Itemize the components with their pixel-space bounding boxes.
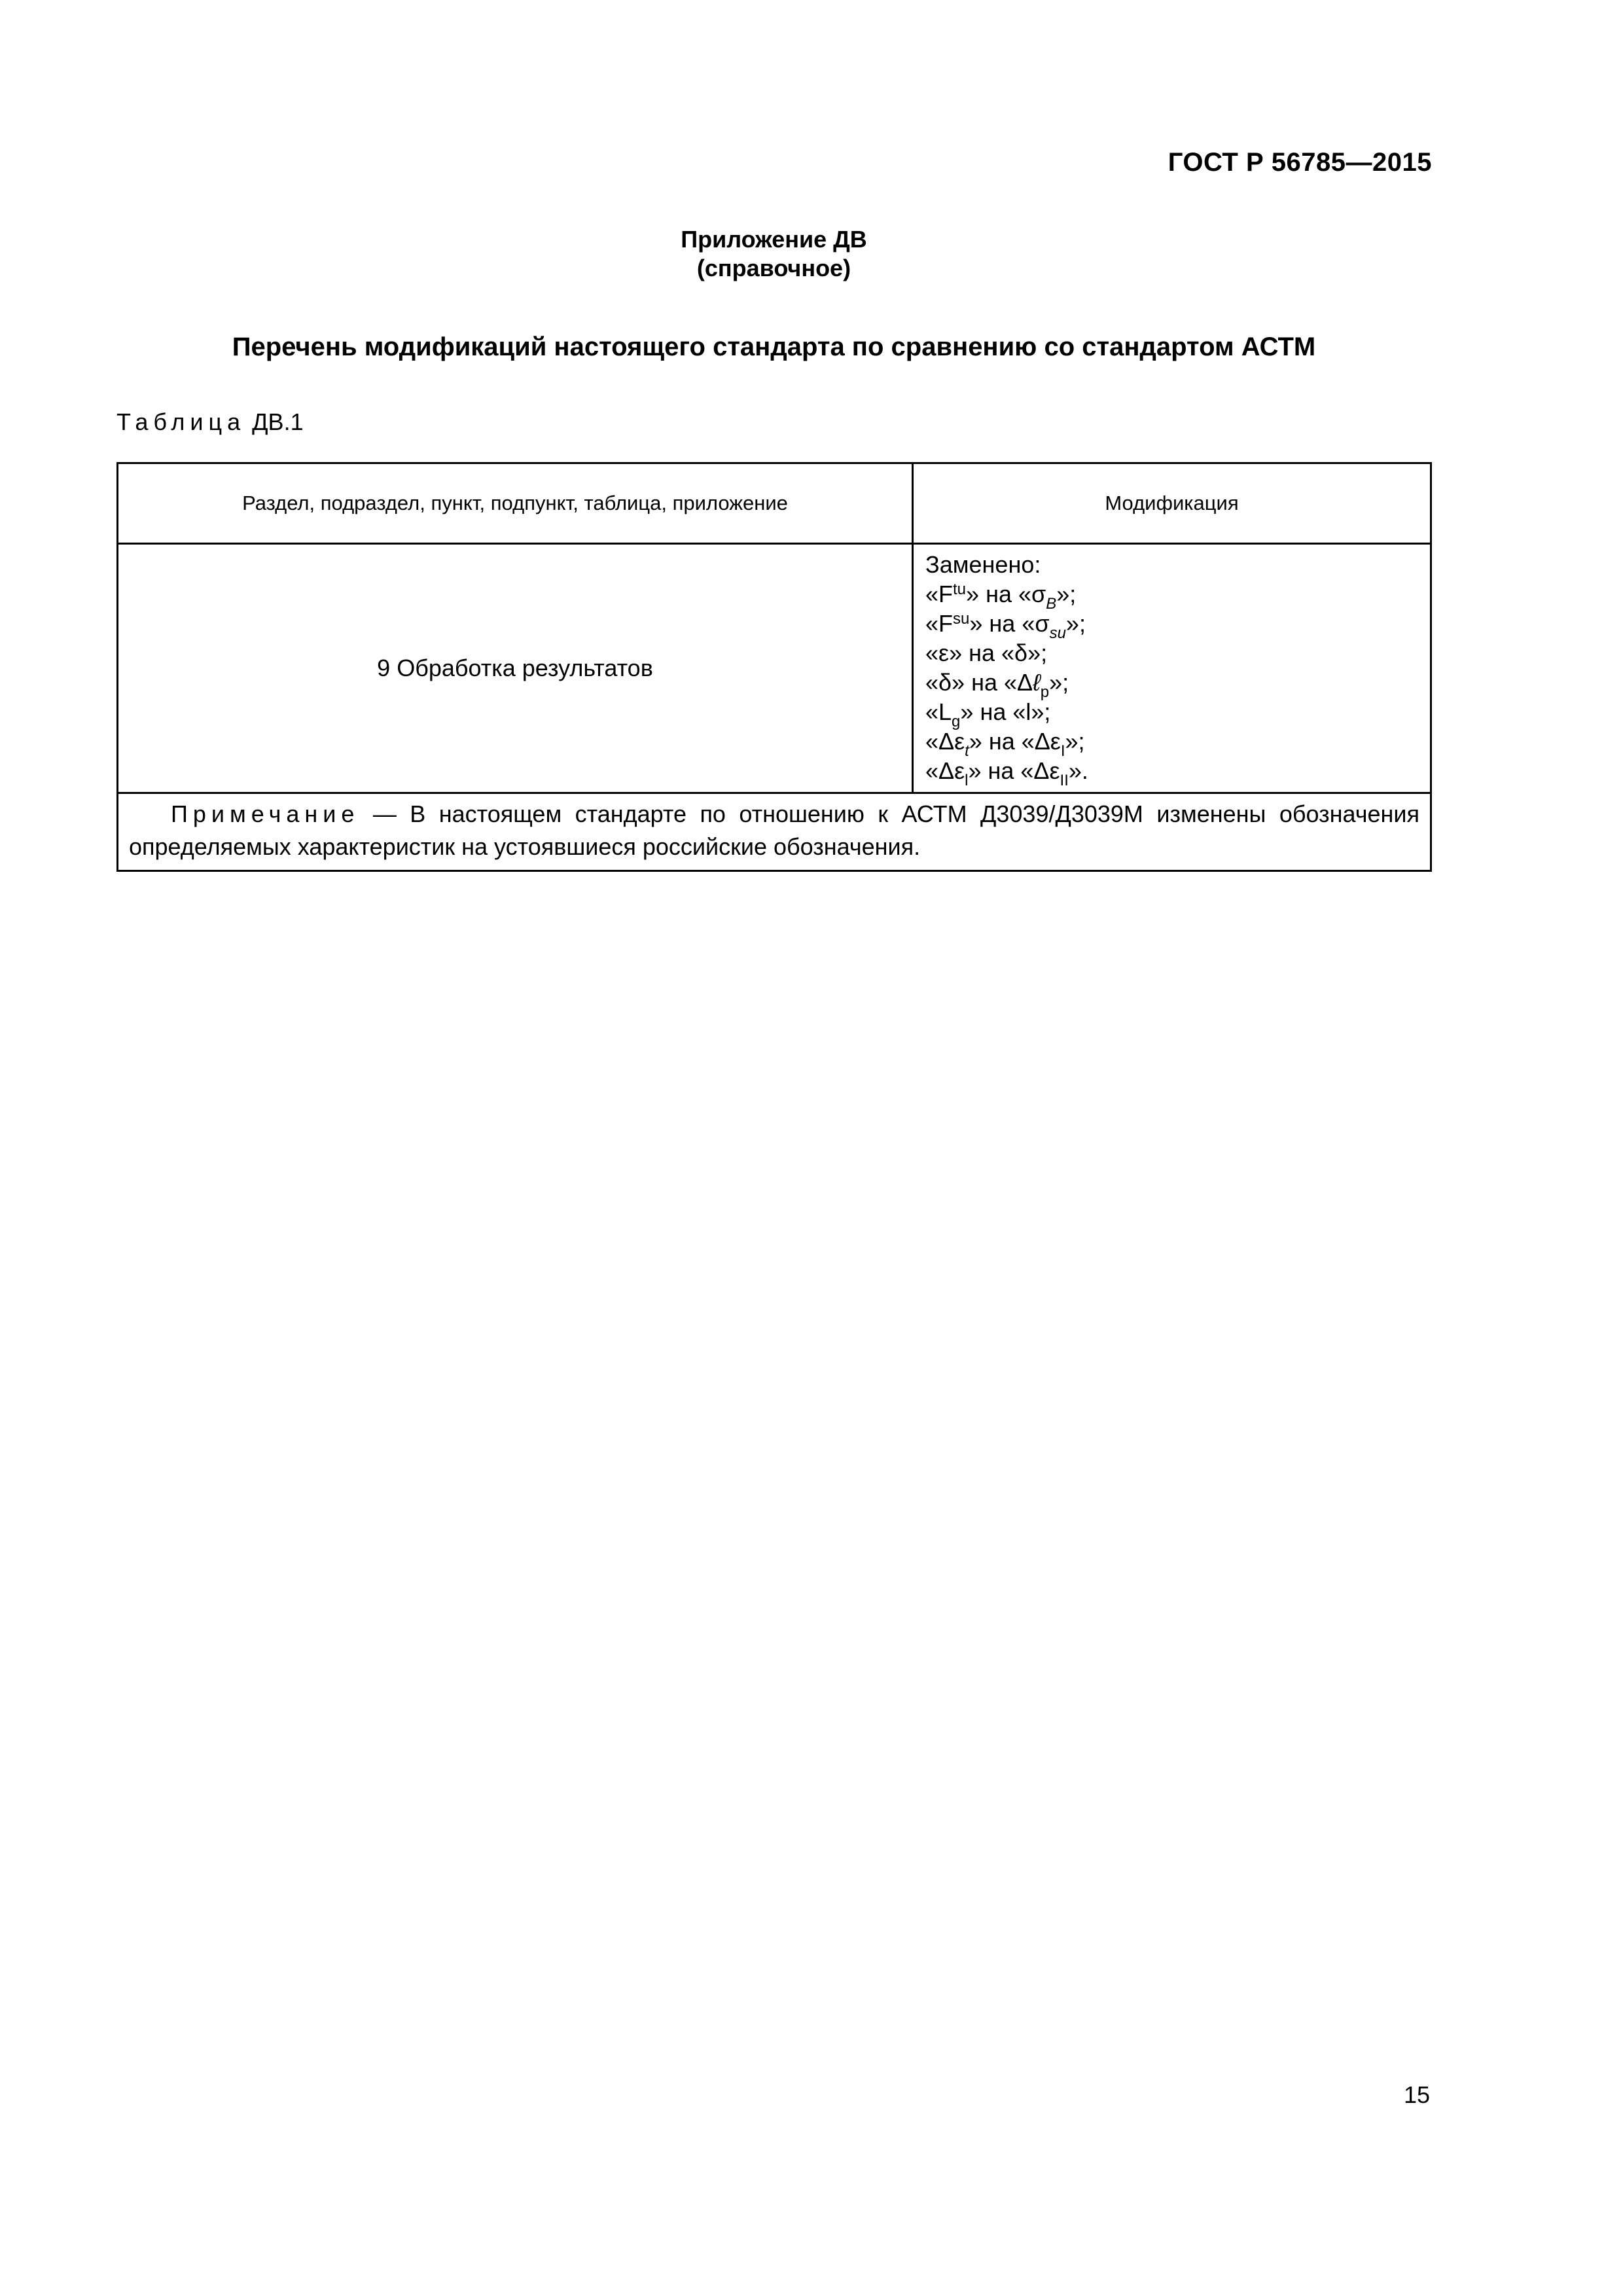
- change-line-3: «ε» на «δ»;: [925, 639, 1048, 666]
- changes-intro: Заменено:: [925, 551, 1041, 578]
- note-text: — В настоящем стандарте по отношению к АСТМ Д3039/Д3039М изменены обозначения определяемых характеристик на устоявшиеся российские обозначения.: [129, 800, 1419, 860]
- document-title: Перечень модификаций настоящего стандарта по сравнению со стандартом АСТМ: [232, 332, 1316, 361]
- table-note: [118, 793, 1431, 871]
- appendix-title: Приложение ДВ: [681, 226, 867, 253]
- header-modification: Модификация: [913, 463, 1431, 544]
- appendix-subtitle: (справочное): [696, 255, 851, 281]
- change-line-6: «$\Delta\varepsilon_t$» на «$\Delta\varepsilon_I$»;: [925, 728, 1085, 760]
- change-line-2: «$F^{su}$» на «$\sigma_{su}$»;: [925, 610, 1086, 642]
- change-line-5: «$L_g$» на «l»;: [925, 698, 1051, 730]
- modification-cell: [913, 544, 1431, 793]
- table-caption-label: Таблица: [116, 408, 246, 435]
- header-section: Раздел, подраздел, пункт, подпункт, таблица, приложение: [118, 463, 913, 544]
- table-caption-number: ДВ.1: [252, 408, 304, 435]
- appendix-heading: [0, 225, 1548, 283]
- change-line-1: «$F^{tu}$» на «$\sigma_B$»;: [925, 581, 1077, 613]
- section-cell: 9 Обработка результатов: [118, 544, 913, 793]
- table-row: [118, 544, 1431, 793]
- note-label: Примечание: [171, 800, 360, 827]
- modifications-table: [116, 462, 1432, 872]
- change-line-7: «$\Delta\varepsilon_l$» на «$\Delta\varepsilon_{II}$».: [925, 757, 1088, 789]
- page-number: 15: [1403, 2081, 1430, 2108]
- change-line-4: «δ» на «Δℓ$_p$»;: [925, 669, 1069, 701]
- table-caption: [116, 408, 304, 436]
- standard-code: ГОСТ Р 56785—2015: [1168, 148, 1432, 177]
- table-header-row: [118, 463, 1431, 544]
- table-note-row: [118, 793, 1431, 871]
